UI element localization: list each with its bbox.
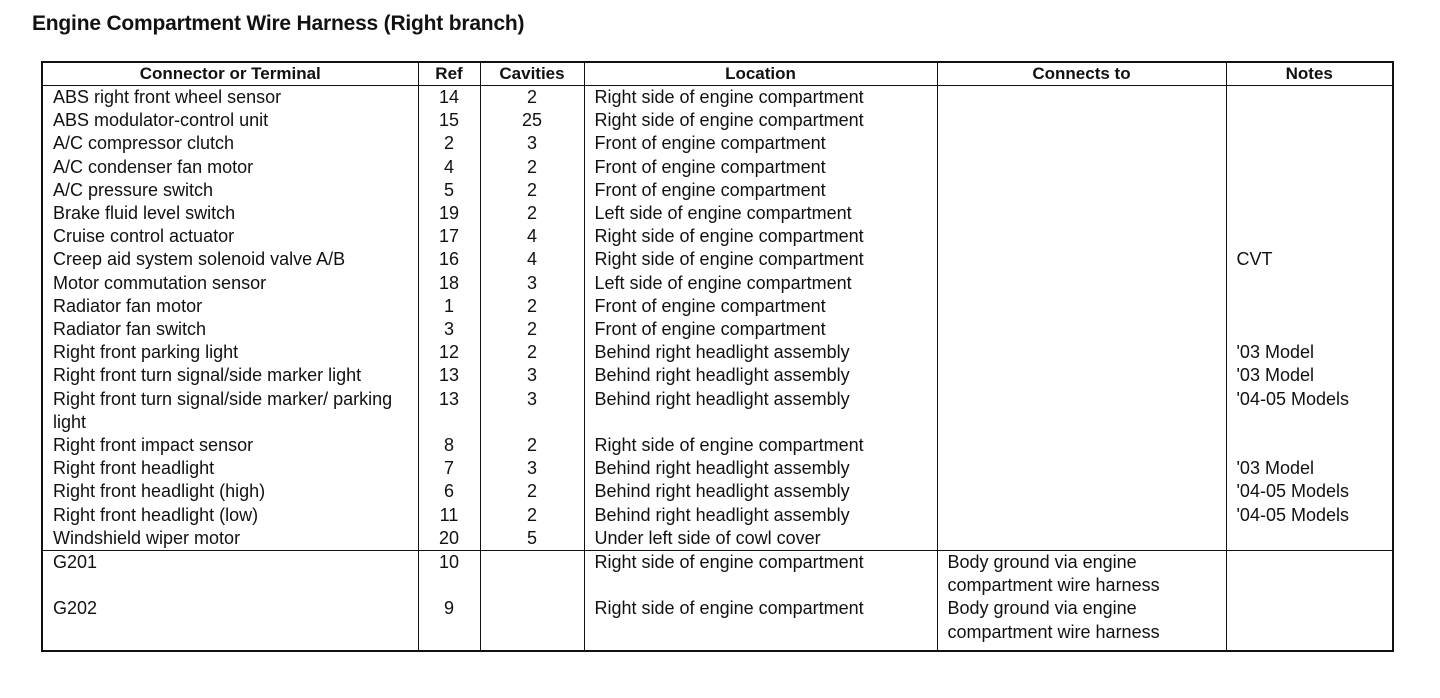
cell-location: Behind right headlight assembly [584, 388, 937, 434]
cell-cavities: 2 [480, 434, 584, 457]
table-row [42, 248, 1393, 271]
cell-connects-to: Body ground via engine compartment wire harness [937, 597, 1226, 650]
cell-cavities: 3 [480, 272, 584, 295]
header-connector: Connector or Terminal [42, 62, 418, 86]
cell-connector: Right front turn signal/side marker light [42, 364, 418, 387]
cell-location: Right side of engine compartment [584, 248, 937, 271]
header-ref: Ref [418, 62, 480, 86]
cell-notes [1226, 202, 1393, 225]
cell-cavities: 2 [480, 341, 584, 364]
header-row [42, 62, 1393, 86]
cell-connector: Right front parking light [42, 341, 418, 364]
cell-connects-to: Body ground via engine compartment wire harness [937, 551, 1226, 598]
cell-notes [1226, 434, 1393, 457]
cell-location: Right side of engine compartment [584, 86, 937, 110]
cell-location: Left side of engine compartment [584, 202, 937, 225]
cell-ref: 10 [418, 551, 480, 598]
cell-ref: 14 [418, 86, 480, 110]
cell-ref: 19 [418, 202, 480, 225]
cell-ref: 5 [418, 179, 480, 202]
cell-connector: A/C compressor clutch [42, 132, 418, 155]
cell-connector: Right front headlight (low) [42, 504, 418, 527]
cell-notes: '03 Model [1226, 457, 1393, 480]
cell-location: Right side of engine compartment [584, 434, 937, 457]
cell-connector: Right front turn signal/side marker/ parking light [42, 388, 418, 434]
cell-notes [1226, 597, 1393, 650]
cell-connector: A/C condenser fan motor [42, 156, 418, 179]
cell-connector: Windshield wiper motor [42, 527, 418, 551]
table-row [42, 156, 1393, 179]
cell-ref: 12 [418, 341, 480, 364]
table-row [42, 202, 1393, 225]
cell-cavities: 25 [480, 109, 584, 132]
cell-location: Front of engine compartment [584, 156, 937, 179]
cell-notes [1226, 109, 1393, 132]
cell-connector: ABS right front wheel sensor [42, 86, 418, 110]
cell-connector: Right front headlight (high) [42, 480, 418, 503]
cell-connector: Brake fluid level switch [42, 202, 418, 225]
cell-cavities [480, 551, 584, 598]
cell-location: Front of engine compartment [584, 179, 937, 202]
cell-connects-to [937, 248, 1226, 271]
cell-cavities: 2 [480, 504, 584, 527]
cell-cavities: 2 [480, 179, 584, 202]
cell-connector: G201 [42, 551, 418, 598]
cell-ref: 3 [418, 318, 480, 341]
cell-connects-to [937, 480, 1226, 503]
cell-connector: Right front impact sensor [42, 434, 418, 457]
table-row [42, 132, 1393, 155]
cell-notes: '04-05 Models [1226, 504, 1393, 527]
cell-connects-to [937, 527, 1226, 551]
header-notes: Notes [1226, 62, 1393, 86]
cell-cavities: 5 [480, 527, 584, 551]
cell-connects-to [937, 457, 1226, 480]
cell-connects-to [937, 109, 1226, 132]
table-row [42, 272, 1393, 295]
table-row [42, 86, 1393, 110]
cell-cavities: 2 [480, 202, 584, 225]
cell-connects-to [937, 504, 1226, 527]
cell-connects-to [937, 295, 1226, 318]
cell-notes: '04-05 Models [1226, 388, 1393, 434]
cell-ref: 15 [418, 109, 480, 132]
cell-connects-to [937, 388, 1226, 434]
cell-ref: 8 [418, 434, 480, 457]
cell-location: Left side of engine compartment [584, 272, 937, 295]
cell-notes: CVT [1226, 248, 1393, 271]
header-location: Location [584, 62, 937, 86]
cell-notes: '03 Model [1226, 364, 1393, 387]
cell-connects-to [937, 86, 1226, 110]
cell-ref: 13 [418, 388, 480, 434]
header-cavities: Cavities [480, 62, 584, 86]
cell-location: Behind right headlight assembly [584, 504, 937, 527]
table-row [42, 341, 1393, 364]
cell-connector: Motor commutation sensor [42, 272, 418, 295]
cell-ref: 13 [418, 364, 480, 387]
table-row [42, 318, 1393, 341]
cell-notes [1226, 179, 1393, 202]
cell-cavities: 3 [480, 457, 584, 480]
table-row [42, 457, 1393, 480]
cell-notes [1226, 318, 1393, 341]
cell-connects-to [937, 434, 1226, 457]
cell-connects-to [937, 341, 1226, 364]
cell-connects-to [937, 179, 1226, 202]
table-row [42, 434, 1393, 457]
cell-connector: Right front headlight [42, 457, 418, 480]
cell-connector: A/C pressure switch [42, 179, 418, 202]
cell-notes: '04-05 Models [1226, 480, 1393, 503]
cell-cavities: 4 [480, 225, 584, 248]
cell-connector: Cruise control actuator [42, 225, 418, 248]
cell-cavities: 2 [480, 480, 584, 503]
cell-location: Right side of engine compartment [584, 225, 937, 248]
cell-cavities: 3 [480, 364, 584, 387]
cell-location: Right side of engine compartment [584, 109, 937, 132]
cell-ref: 4 [418, 156, 480, 179]
cell-connects-to [937, 156, 1226, 179]
page-title: Engine Compartment Wire Harness (Right branch) [32, 12, 525, 35]
cell-cavities: 2 [480, 318, 584, 341]
cell-location: Behind right headlight assembly [584, 364, 937, 387]
cell-notes [1226, 551, 1393, 598]
cell-cavities: 2 [480, 295, 584, 318]
table-row [42, 295, 1393, 318]
table-row [42, 504, 1393, 527]
cell-notes [1226, 132, 1393, 155]
table-row [42, 179, 1393, 202]
cell-location: Right side of engine compartment [584, 597, 937, 650]
table-row [42, 597, 1393, 650]
cell-ref: 7 [418, 457, 480, 480]
cell-ref: 18 [418, 272, 480, 295]
cell-cavities: 3 [480, 132, 584, 155]
table-row [42, 225, 1393, 248]
cell-ref: 1 [418, 295, 480, 318]
cell-connects-to [937, 318, 1226, 341]
cell-cavities: 4 [480, 248, 584, 271]
cell-notes [1226, 86, 1393, 110]
cell-connector: G202 [42, 597, 418, 650]
cell-location: Behind right headlight assembly [584, 457, 937, 480]
cell-connector: Radiator fan motor [42, 295, 418, 318]
cell-notes [1226, 272, 1393, 295]
table-row [42, 480, 1393, 503]
cell-cavities: 2 [480, 156, 584, 179]
cell-ref: 20 [418, 527, 480, 551]
cell-connects-to [937, 202, 1226, 225]
cell-location: Under left side of cowl cover [584, 527, 937, 551]
cell-notes [1226, 527, 1393, 551]
cell-location: Behind right headlight assembly [584, 341, 937, 364]
cell-location: Front of engine compartment [584, 318, 937, 341]
header-connects-to: Connects to [937, 62, 1226, 86]
cell-ref: 17 [418, 225, 480, 248]
cell-notes [1226, 156, 1393, 179]
cell-ref: 16 [418, 248, 480, 271]
cell-location: Front of engine compartment [584, 132, 937, 155]
table-row [42, 551, 1393, 598]
cell-connects-to [937, 364, 1226, 387]
table-row [42, 364, 1393, 387]
cell-ref: 6 [418, 480, 480, 503]
cell-notes: '03 Model [1226, 341, 1393, 364]
cell-ref: 2 [418, 132, 480, 155]
cell-cavities [480, 597, 584, 650]
table-row [42, 527, 1393, 551]
cell-cavities: 2 [480, 86, 584, 110]
cell-cavities: 3 [480, 388, 584, 434]
cell-connector: Radiator fan switch [42, 318, 418, 341]
table-row [42, 109, 1393, 132]
harness-table [41, 61, 1394, 652]
cell-location: Behind right headlight assembly [584, 480, 937, 503]
cell-connects-to [937, 132, 1226, 155]
cell-ref: 11 [418, 504, 480, 527]
cell-connects-to [937, 272, 1226, 295]
cell-ref: 9 [418, 597, 480, 650]
cell-location: Right side of engine compartment [584, 551, 937, 598]
cell-notes [1226, 225, 1393, 248]
cell-location: Front of engine compartment [584, 295, 937, 318]
cell-connects-to [937, 225, 1226, 248]
cell-notes [1226, 295, 1393, 318]
cell-connector: Creep aid system solenoid valve A/B [42, 248, 418, 271]
table-row [42, 388, 1393, 434]
cell-connector: ABS modulator-control unit [42, 109, 418, 132]
